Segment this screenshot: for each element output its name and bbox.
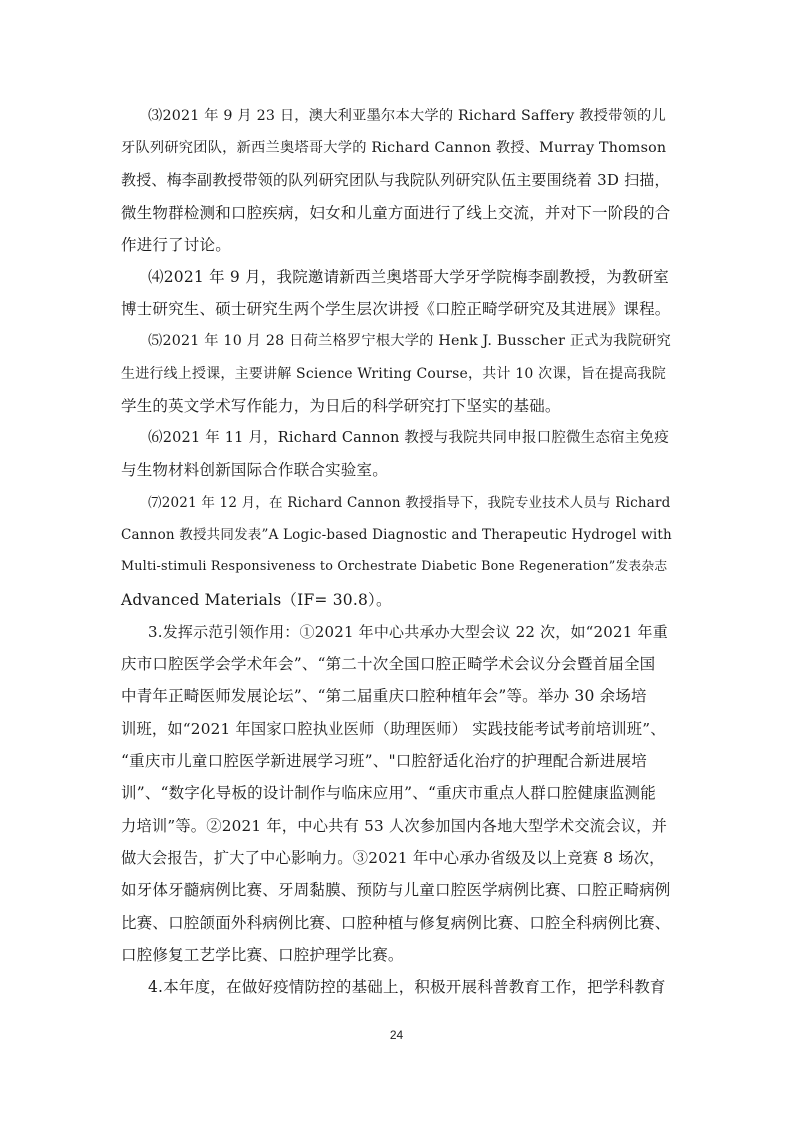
- text-line: 力培训”等。②2021 年，中心共有 53 人次参加国内各地大型学术交流会议，并: [121, 817, 668, 835]
- text-line: 与生物材料创新国际合作联合实验室。: [121, 461, 388, 479]
- text-line: ⑶2021 年 9 月 23 日，澳大利亚墨尔本大学的 Richard Saffery 教授带领的儿: [148, 108, 666, 124]
- text-line: 比赛、口腔颌面外科病例比赛、口腔种植与修复病例比赛、口腔全科病例比赛、: [121, 914, 671, 932]
- text-line: 如牙体牙髓病例比赛、牙周黏膜、预防与儿童口腔医学病例比赛、口腔正畸病例: [121, 881, 671, 899]
- text-line: Multi-stimuli Responsiveness to Orchestrate Diabetic Bone Regeneration”发表杂志: [121, 559, 668, 574]
- text-line: ⑹2021 年 11 月，Richard Cannon 教授与我院共同申报口腔微生态宿主免疫: [148, 430, 669, 446]
- text-line: 学生的英文学术写作能力，为日后的科学研究打下坚实的基础。: [121, 397, 561, 415]
- text-line: 博士研究生、硕士研究生两个学生层次讲授《口腔正畸学研究及其进展》课程。: [121, 300, 671, 318]
- text-line: 作进行了讨论。: [121, 236, 231, 254]
- text-line: ⑸2021 年 10 月 28 日荷兰格罗宁根大学的 Henk J. Busscher 正式为我院研究: [148, 333, 671, 349]
- text-line: 4.本年度，在做好疫情防控的基础上，积极开展科普教育工作，把学科教育: [148, 978, 666, 996]
- text-line: 庆市口腔医学会学术年会”、“第二十次全国口腔正畸学术会议分会暨首届全国: [121, 655, 656, 673]
- text-line: 教授、梅李副教授带领的队列研究团队与我院队列研究队伍主要围绕着 3D 扫描，: [121, 171, 670, 189]
- text-line: 3.发挥示范引领作用：①2021 年中心共承办大型会议 22 次，如“2021 年重: [148, 623, 668, 641]
- text-line: 生进行线上授课，主要讲解 Science Writing Course，共计 10 次课，旨在提高我院: [121, 366, 666, 382]
- text-line: 口腔修复工艺学比赛、口腔护理学比赛。: [121, 946, 404, 964]
- text-line: Cannon 教授共同发表”A Logic-based Diagnostic and Therapeutic Hydrogel with: [121, 527, 672, 543]
- text-line: 做大会报告，扩大了中心影响力。③2021 年中心承办省级及以上竞赛 8 场次，: [121, 849, 665, 867]
- text-line: 训”、“数字化导板的设计制作与临床应用”、“重庆市重点人群口腔健康监测能: [121, 784, 656, 802]
- text-line: Advanced Materials（IF= 30.8）。: [121, 591, 392, 609]
- text-line: “重庆市儿童口腔医学新进展学习班”、"口腔舒适化治疗的护理配合新进展培: [121, 752, 647, 770]
- text-line: ⑷2021 年 9 月，我院邀请新西兰奥塔哥大学牙学院梅李副教授，为教研室: [148, 268, 669, 286]
- text-line: 牙队列研究团队，新西兰奥塔哥大学的 Richard Cannon 教授、Murray Thomson: [121, 140, 667, 156]
- text-line: ⑺2021 年 12 月，在 Richard Cannon 教授指导下，我院专业技术人员与 Richard: [148, 495, 671, 511]
- text-line: 训班，如“2021 年国家口腔执业医师（助理医师） 实践技能考试考前培训班”、: [121, 720, 666, 738]
- text-line: 中青年正畸医师发展论坛”、“第二届重庆口腔种植年会”等。举办 30 余场培: [121, 687, 647, 705]
- page-number: 24: [389, 1028, 404, 1042]
- text-line: 微生物群检测和口腔疾病，妇女和儿童方面进行了线上交流，并对下一阶段的合: [121, 204, 671, 222]
